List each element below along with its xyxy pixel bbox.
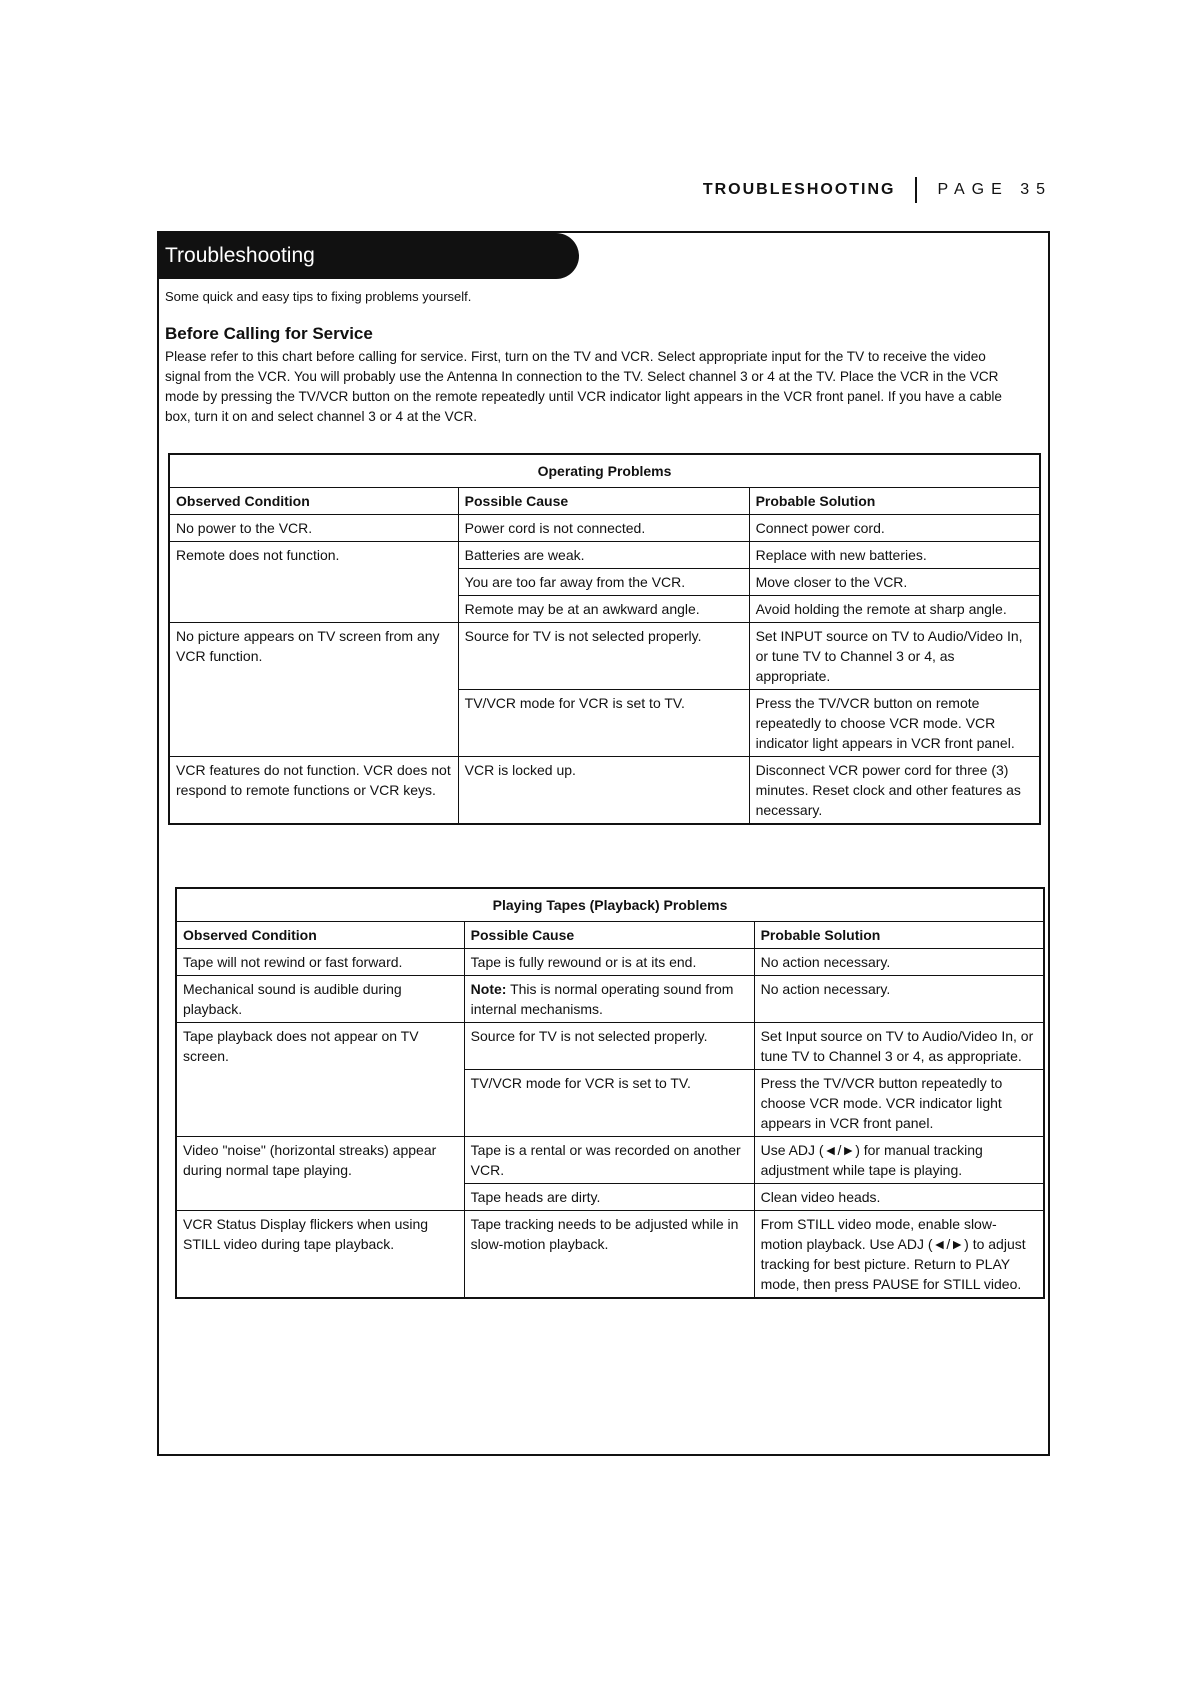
observed-condition-cell: Remote does not function.	[169, 542, 458, 623]
observed-condition-cell: No power to the VCR.	[169, 515, 458, 542]
probable-solution-cell: From STILL video mode, enable slow-motion playback. Use ADJ (◄/►) to adjust tracking for best picture. Return to PLAY mode, then press PAUSE for STILL video.	[754, 1211, 1044, 1299]
possible-cause-cell	[458, 515, 749, 542]
column-header: Possible Cause	[464, 922, 754, 949]
possible-cause-cell	[464, 949, 754, 976]
possible-cause-text: This is normal operating sound from internal mechanisms.	[470, 981, 734, 1017]
running-head-divider	[915, 177, 917, 203]
observed-condition-cell: VCR features do not function. VCR does not respond to remote functions or VCR keys.	[169, 757, 458, 825]
possible-cause-text: TV/VCR mode for VCR is set to TV.	[470, 1075, 691, 1091]
possible-cause-cell	[464, 976, 754, 1023]
column-header: Observed Condition	[176, 922, 464, 949]
probable-solution-cell: Disconnect VCR power cord for three (3) minutes. Reset clock and other features as necessary.	[749, 757, 1040, 825]
table-title: Playing Tapes (Playback) Problems	[176, 888, 1044, 922]
possible-cause-text: You are too far away from the VCR.	[464, 574, 686, 590]
possible-cause-text: TV/VCR mode for VCR is set to TV.	[464, 695, 685, 711]
possible-cause-cell	[458, 596, 749, 623]
observed-condition-cell: Mechanical sound is audible during playback.	[176, 976, 464, 1023]
table-header-row	[169, 488, 1040, 515]
possible-cause-cell	[464, 1184, 754, 1211]
playback-problems-table	[175, 887, 1045, 1299]
observed-condition-cell: Tape will not rewind or fast forward.	[176, 949, 464, 976]
possible-cause-cell	[458, 569, 749, 596]
table-row	[176, 1023, 1044, 1070]
table-row	[169, 542, 1040, 569]
observed-condition-cell: No picture appears on TV screen from any VCR function.	[169, 623, 458, 757]
probable-solution-cell: Press the TV/VCR button repeatedly to choose VCR mode. VCR indicator light appears in VCR front panel.	[754, 1070, 1044, 1137]
possible-cause-text: Tape is a rental or was recorded on another VCR.	[470, 1142, 741, 1178]
section-banner: Troubleshooting	[159, 233, 579, 279]
possible-cause-cell	[458, 757, 749, 825]
possible-cause-cell	[458, 623, 749, 690]
column-header: Possible Cause	[458, 488, 749, 515]
possible-cause-cell	[464, 1023, 754, 1070]
possible-cause-text: Tape tracking needs to be adjusted while in slow-motion playback.	[470, 1216, 739, 1252]
possible-cause-cell	[464, 1070, 754, 1137]
possible-cause-text: Source for TV is not selected properly.	[464, 628, 702, 644]
table-title: Operating Problems	[169, 454, 1040, 488]
possible-cause-text: Tape is fully rewound or is at its end.	[470, 954, 697, 970]
service-body: Please refer to this chart before calling for service. First, turn on the TV and VCR. Select appropriate input for the TV to receive the video signal from the VCR. You will probably use the Antenna In connection to the TV. Select channel 3 or 4 at the TV. Place the VCR in the VCR mode by pressing the TV/VCR button on the remote repeatedly until VCR indicator light appears in the VCR front panel. If you have a cable box, turn it on and select channel 3 or 4 at the VCR.	[165, 349, 1002, 424]
possible-cause-text: Remote may be at an awkward angle.	[464, 601, 700, 617]
probable-solution-cell: Connect power cord.	[749, 515, 1040, 542]
possible-cause-text: Tape heads are dirty.	[470, 1189, 601, 1205]
probable-solution-cell: Set Input source on TV to Audio/Video In, or tune TV to Channel 3 or 4, as appropriate.	[754, 1023, 1044, 1070]
column-header: Observed Condition	[169, 488, 458, 515]
probable-solution-cell: Avoid holding the remote at sharp angle.	[749, 596, 1040, 623]
column-header: Probable Solution	[749, 488, 1040, 515]
observed-condition-cell: VCR Status Display flickers when using STILL video during tape playback.	[176, 1211, 464, 1299]
table-row	[169, 623, 1040, 690]
table-row	[169, 757, 1040, 825]
service-heading: Before Calling for Service	[165, 324, 373, 343]
table-title-row	[169, 454, 1040, 488]
table-title-row	[176, 888, 1044, 922]
intro-text: Some quick and easy tips to fixing problems yourself.	[165, 289, 472, 304]
probable-solution-cell: No action necessary.	[754, 976, 1044, 1023]
table-body	[169, 454, 1040, 824]
running-head	[703, 177, 1052, 203]
running-head-section: TROUBLESHOOTING	[702, 181, 896, 198]
note-label: Note:	[470, 981, 507, 997]
table-body	[176, 888, 1044, 1298]
table-row	[176, 1137, 1044, 1184]
observed-condition-cell: Video "noise" (horizontal streaks) appear during normal tape playing.	[176, 1137, 464, 1211]
possible-cause-text: Batteries are weak.	[464, 547, 585, 563]
possible-cause-cell	[458, 690, 749, 757]
possible-cause-cell	[464, 1211, 754, 1299]
table-row	[176, 949, 1044, 976]
probable-solution-cell: Clean video heads.	[754, 1184, 1044, 1211]
possible-cause-cell	[458, 542, 749, 569]
possible-cause-text: Source for TV is not selected properly.	[470, 1028, 708, 1044]
table-row	[176, 1211, 1044, 1299]
possible-cause-text: VCR is locked up.	[464, 762, 576, 778]
probable-solution-cell: No action necessary.	[754, 949, 1044, 976]
probable-solution-cell: Use ADJ (◄/►) for manual tracking adjustment while tape is playing.	[754, 1137, 1044, 1184]
page-number: PAGE 35	[937, 181, 1052, 198]
possible-cause-cell	[464, 1137, 754, 1184]
possible-cause-text: Power cord is not connected.	[464, 520, 646, 536]
table-row	[176, 976, 1044, 1023]
probable-solution-cell: Press the TV/VCR button on remote repeatedly to choose VCR mode. VCR indicator light appears in VCR front panel.	[749, 690, 1040, 757]
probable-solution-cell: Replace with new batteries.	[749, 542, 1040, 569]
observed-condition-cell: Tape playback does not appear on TV screen.	[176, 1023, 464, 1137]
column-header: Probable Solution	[754, 922, 1044, 949]
table-header-row	[176, 922, 1044, 949]
probable-solution-cell: Set INPUT source on TV to Audio/Video In, or tune TV to Channel 3 or 4, as appropriate.	[749, 623, 1040, 690]
probable-solution-cell: Move closer to the VCR.	[749, 569, 1040, 596]
operating-problems-table	[168, 453, 1041, 825]
table-row	[169, 515, 1040, 542]
